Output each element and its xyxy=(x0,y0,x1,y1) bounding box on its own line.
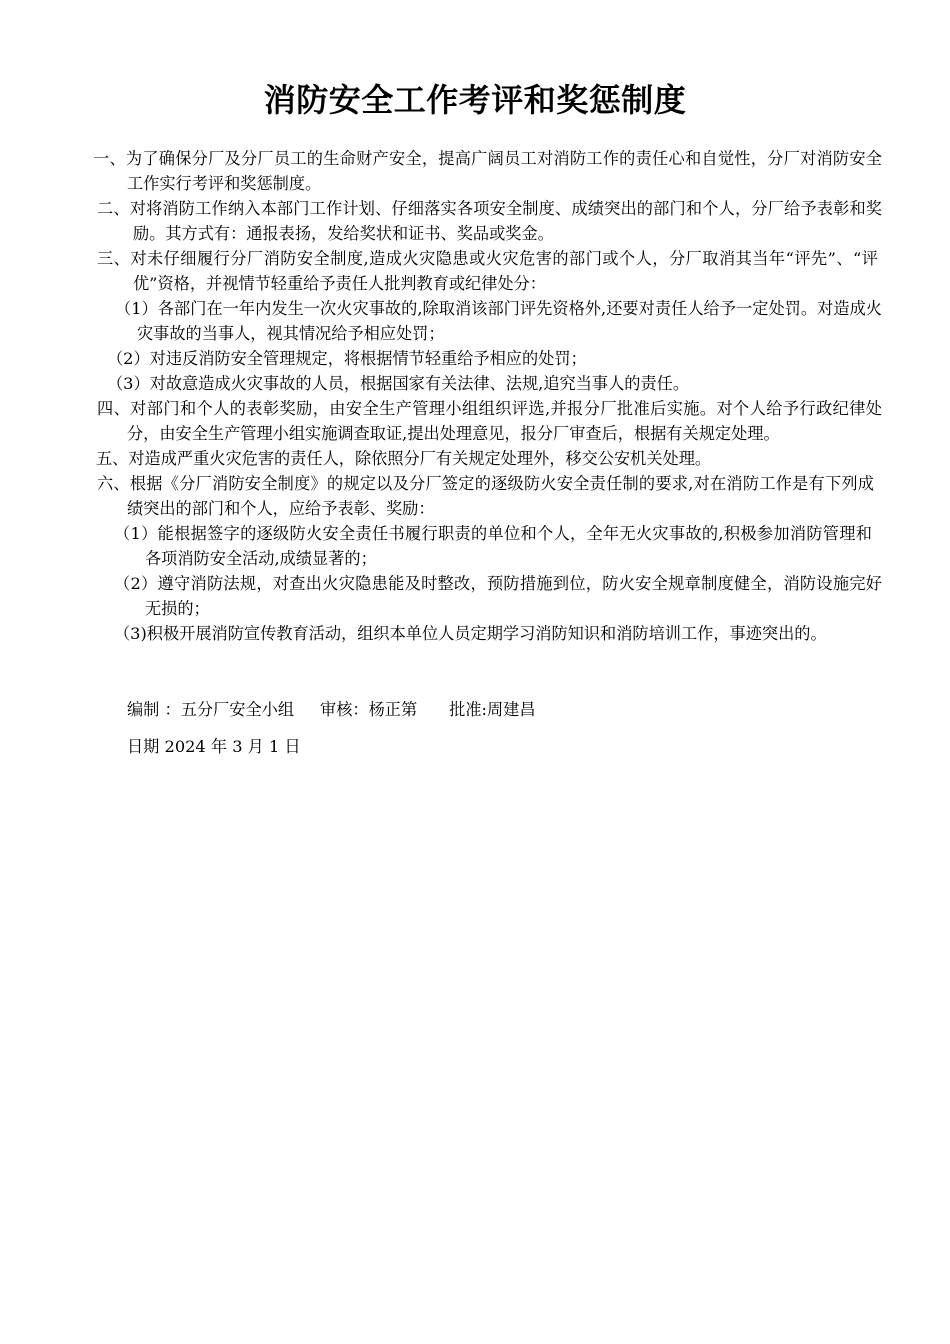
paragraph-1: 一、为了确保分厂及分厂员工的生命财产安全，提高广阔员工对消防工作的责任心和自觉性，分厂对消防安全工作实行考评和奖惩制度。 xyxy=(93,149,882,193)
paragraph-6-item-1: （1）能根据签字的逐级防火安全责任书履行职责的单位和个人，全年无火灾事故的,积极参加消防管理和各项消防安全活动,成绩显著的； xyxy=(114,524,872,568)
paragraph-3: 三、对未仔细履行分厂消防安全制度,造成火灾隐患或火灾危害的部门或个人，分厂取消其当年“评先”、“评优”资格，并视情节轻重给予责任人批判教育或纪律处分： xyxy=(97,249,878,293)
document-date: 日期 2024 年 3 月 1 日 xyxy=(127,737,301,756)
approved-by: 批准:周建昌 xyxy=(449,700,536,719)
paragraph-5: 五、对造成严重火灾危害的责任人，除依照分厂有关规定处理外，移交公安机关处理。 xyxy=(96,449,712,468)
paragraph-4: 四、对部门和个人的表彰奖励，由安全生产管理小组组织评选,并报分厂批准后实施。对个人给予行政纪律处分，由安全生产管理小组实施调查取证,提出处理意见，报分厂审查后，根据有关规定处理。 xyxy=(97,399,882,443)
paragraph-3-item-3: （3）对故意造成火灾事故的人员，根据国家有关法律、法规,追究当事人的责任。 xyxy=(107,374,690,393)
paragraph-3-item-2: （2）对违反消防安全管理规定，将根据情节轻重给予相应的处罚； xyxy=(107,349,587,368)
document-body xyxy=(0,146,950,646)
compiled-by: 编制 ：五分厂安全小组 xyxy=(127,700,295,719)
paragraph-6-item-2: （2）遵守消防法规，对查出火灾隐患能及时整改，预防措施到位，防火安全规章制度健全，消防设施完好无损的； xyxy=(114,574,882,618)
paragraph-3-item-1: （1）各部门在一年内发生一次火灾事故的,除取消该部门评先资格外,还要对责任人给予一定处罚。对造成火灾事故的当事人，视其情况给予相应处罚； xyxy=(115,299,882,343)
document-title: 消防安全工作考评和奖惩制度 xyxy=(263,81,687,119)
paragraph-6-item-3: （3)积极开展消防宣传教育活动，组织本单位人员定期学习消防知识和消防培训工作，事迹突出的。 xyxy=(114,624,827,643)
signature-line xyxy=(127,697,536,722)
paragraph-6: 六、根据《分厂消防安全制度》的规定以及分厂签定的逐级防火安全责任制的要求,对在消防工作是有下列成绩突出的部门和个人，应给予表彰、奖励： xyxy=(97,474,874,518)
paragraph-2: 二、对将消防工作纳入本部门工作计划、仔细落实各项安全制度、成绩突出的部门和个人，分厂给予表彰和奖励。其方式有：通报表扬，发给奖状和证书、奖品或奖金。 xyxy=(97,199,882,243)
reviewed-by: 审核：杨正第 xyxy=(320,700,418,719)
